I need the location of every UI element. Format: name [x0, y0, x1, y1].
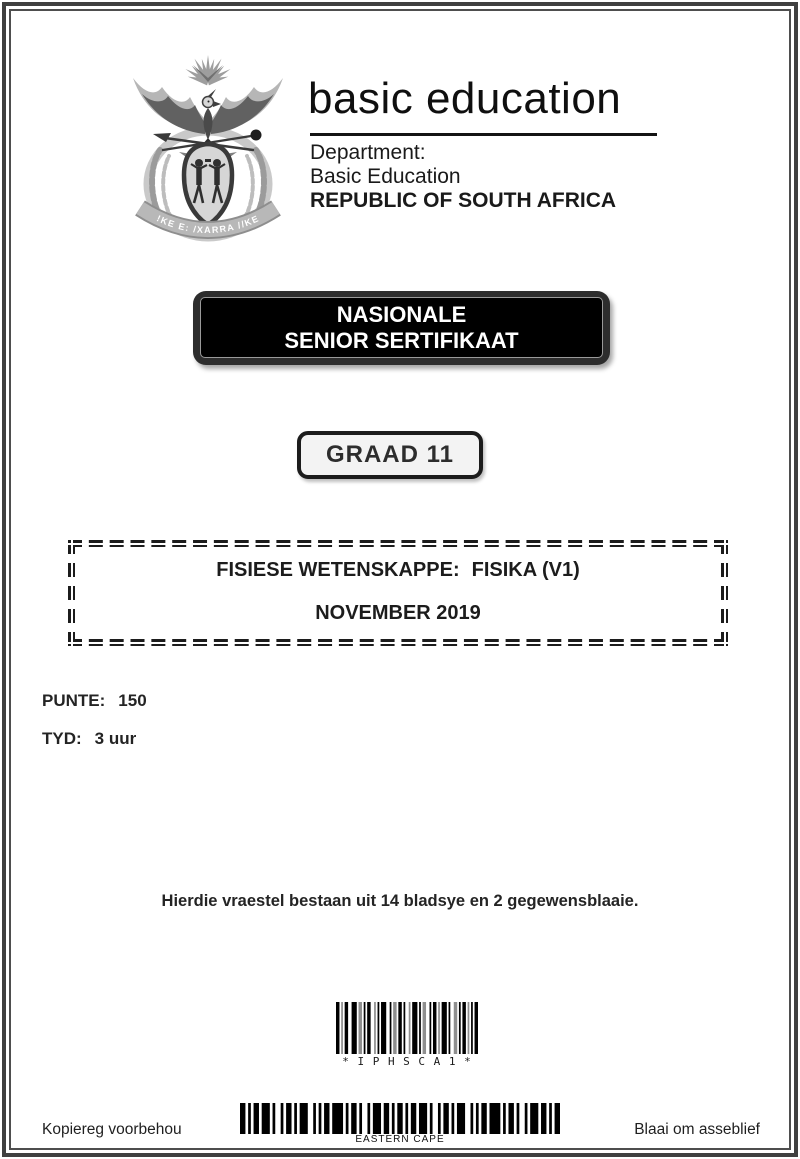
- subject-line: [216, 559, 580, 582]
- subject-paper: FISIKA (V1): [471, 559, 580, 581]
- department-label: Department:: [310, 141, 426, 164]
- coat-of-arms-graphic: [129, 52, 289, 248]
- subject-label: FISIESE WETENSKAPPE:: [216, 559, 460, 581]
- grade-box: [297, 431, 483, 479]
- page-count-note: Hierdie vraestel bestaan uit 14 bladsye en 2 gegewensblaaie.: [161, 892, 639, 910]
- copyright-note: Kopiereg voorbehou: [42, 1121, 182, 1138]
- wing-right: [211, 78, 283, 134]
- dash-split-line: [71, 540, 73, 646]
- motto-banner: !KE E: /XARRA //KE: [155, 213, 261, 236]
- grade-label: GRAAD 11: [325, 441, 455, 468]
- barcode-main-bars: [336, 1002, 478, 1054]
- time-label: TYD:: [42, 729, 82, 748]
- sun-rays: [184, 55, 233, 85]
- marks-row: [42, 691, 147, 711]
- certificate-line2: SENIOR SERTIFIKAAT: [284, 327, 519, 353]
- session-label: NOVEMBER 2019: [315, 602, 481, 624]
- time-row: [42, 729, 136, 749]
- turn-over-note: Blaai om asseblief: [634, 1121, 760, 1138]
- barcode-main: [336, 1002, 478, 1068]
- logo-title: basic education: [308, 74, 622, 123]
- certificate-banner-inner: [200, 297, 603, 358]
- marks-label: PUNTE:: [42, 691, 106, 710]
- wing-left: [133, 78, 205, 134]
- marks-value: 150: [118, 691, 147, 710]
- dash-split-line: [68, 543, 728, 545]
- region-label: EASTERN CAPE: [355, 1134, 445, 1145]
- department-name: Basic Education: [310, 165, 461, 188]
- dash-split-line: [724, 540, 726, 646]
- barcode-footer-bars: [240, 1103, 560, 1134]
- dash-split-line: [68, 642, 728, 644]
- country-name: REPUBLIC OF SOUTH AFRICA: [310, 189, 617, 212]
- time-value: 3 uur: [94, 729, 137, 748]
- barcode-footer: [240, 1103, 560, 1145]
- subject-box: [68, 540, 728, 646]
- certificate-line1: NASIONALE: [336, 301, 467, 327]
- department-block: [310, 141, 616, 213]
- certificate-banner: [193, 291, 610, 365]
- coat-of-arms: [129, 52, 289, 248]
- barcode-main-label: * I P H S C A 1 *: [342, 1055, 472, 1068]
- logo-underline: [310, 133, 657, 136]
- shield: [184, 144, 232, 225]
